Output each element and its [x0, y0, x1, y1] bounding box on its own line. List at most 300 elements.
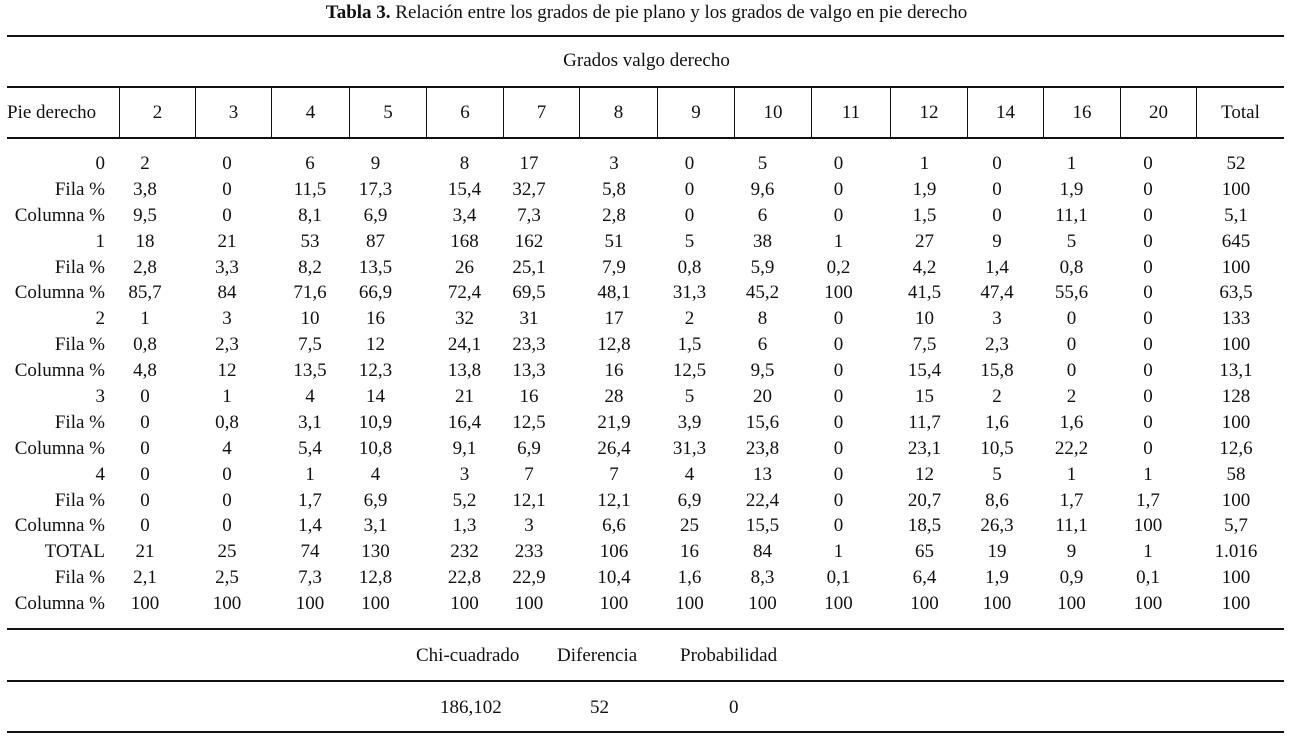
table-cell: 12,5 — [672, 360, 707, 382]
table-cell: 9,5 — [750, 360, 775, 382]
table-cell: 100 — [675, 593, 704, 615]
table-cell: 23,1 — [907, 437, 942, 459]
table-cell: 20,7 — [907, 489, 942, 511]
table-cell: 0 — [1143, 308, 1153, 330]
table-cell: 15,4 — [907, 360, 942, 382]
table-cell: 48,1 — [597, 282, 631, 304]
table-cell: 100 — [1057, 593, 1086, 615]
table-cell: 3,4 — [452, 204, 477, 226]
table-cell: 13,3 — [512, 360, 546, 382]
table-cell: 100 — [1221, 411, 1251, 433]
table-cell: 19 — [987, 541, 1007, 563]
rule-header — [7, 137, 1284, 139]
table-cell: 21 — [217, 230, 237, 252]
table-row — [7, 358, 1284, 384]
stats-header-row — [0, 643, 1293, 669]
table-cell: 100 — [1221, 334, 1251, 356]
rule-top — [7, 35, 1284, 37]
table-cell: 0,8 — [677, 256, 702, 278]
table-cell: 1 — [1066, 463, 1077, 485]
table-cell: 100 — [824, 282, 853, 304]
table-cell: 0 — [833, 489, 844, 511]
row-label: TOTAL — [44, 541, 105, 563]
row-label: 2 — [95, 308, 105, 330]
table-cell: 22,8 — [447, 567, 482, 589]
table-cell: 0,8 — [133, 334, 157, 356]
table-cell: 6,9 — [517, 437, 541, 459]
row-label: Columna % — [14, 360, 105, 382]
table-cell: 7,3 — [298, 567, 322, 589]
table-cell: 5,2 — [452, 489, 477, 511]
rule-stats — [7, 680, 1284, 682]
table-cell: 9 — [1066, 541, 1077, 563]
table-cell: 25 — [217, 541, 237, 563]
table-cell: 9,1 — [452, 437, 477, 459]
table-cell: 12,8 — [358, 567, 393, 589]
table-cell: 100 — [1221, 256, 1251, 278]
header-col: 3 — [195, 88, 271, 138]
table-cell: 3 — [524, 515, 534, 537]
table-row — [7, 591, 1284, 617]
header-row — [7, 88, 1284, 138]
table-cell: 5 — [684, 230, 695, 252]
table-cell: 6 — [757, 334, 768, 356]
header-col: 16 — [1043, 88, 1120, 138]
table-cell: 106 — [599, 541, 629, 563]
table-cell: 26,4 — [597, 437, 631, 459]
table-cell: 16 — [680, 541, 699, 563]
table-cell: 233 — [514, 541, 544, 563]
table-cell: 0 — [1066, 360, 1077, 382]
table-cell: 1 — [1143, 463, 1153, 485]
table-cell: 0,1 — [1136, 567, 1160, 589]
table-cell: 3,9 — [677, 411, 702, 433]
table-cell: 4 — [684, 463, 695, 485]
table-cell: 28 — [604, 386, 624, 408]
row-label: Columna % — [14, 204, 105, 226]
table-cell: 5,1 — [1224, 204, 1248, 226]
table-cell: 12,6 — [1219, 437, 1253, 459]
table-cell: 1,5 — [912, 204, 937, 226]
table-cell: 3,8 — [133, 178, 157, 200]
table-cell: 1 — [140, 308, 150, 330]
table-cell: 0 — [833, 153, 844, 174]
table-cell: 1,9 — [912, 178, 937, 200]
table-cell: 5 — [1066, 230, 1077, 252]
table-cell: 4 — [370, 463, 381, 485]
table-cell: 11,5 — [293, 178, 327, 200]
table-cell: 162 — [514, 230, 544, 252]
table-cell: 16 — [519, 386, 539, 408]
table-cell: 0 — [140, 515, 150, 537]
table-cell: 15,4 — [447, 178, 482, 200]
table-cell: 100 — [1221, 567, 1251, 589]
table-cell: 87 — [366, 230, 385, 252]
table-cell: 0 — [222, 204, 232, 226]
table-cell: 2,3 — [215, 334, 239, 356]
table-cell: 66,9 — [358, 282, 393, 304]
header-col: 20 — [1120, 88, 1196, 138]
table-row — [7, 177, 1284, 203]
table-cell: 0 — [833, 386, 844, 408]
table-cell: 12,8 — [597, 334, 631, 356]
table-cell: 5,7 — [1224, 515, 1248, 537]
header-pie-derecho: Pie derecho — [7, 102, 97, 123]
table-cell: 0 — [833, 178, 844, 200]
table-cell: 10 — [915, 308, 934, 330]
table-cell: 2 — [992, 386, 1002, 408]
row-label: 1 — [95, 230, 105, 252]
table-cell: 32,7 — [512, 178, 546, 200]
table-cell: 0 — [222, 515, 232, 537]
table-cell: 0 — [140, 437, 150, 459]
table-cell: 100 — [514, 593, 544, 615]
table-cell: 4,2 — [912, 256, 937, 278]
table-cell: 12,1 — [512, 489, 546, 511]
row-label: Columna % — [14, 437, 105, 459]
table-cell: 100 — [599, 593, 629, 615]
table-cell: 0 — [222, 489, 232, 511]
table-cell: 27 — [915, 230, 934, 252]
table-cell: 74 — [300, 541, 320, 563]
table-cell: 130 — [361, 541, 390, 563]
row-label: Fila % — [54, 411, 105, 433]
table-cell: 17 — [604, 308, 624, 330]
table-cell: 7 — [524, 463, 534, 485]
caption-label: Tabla 3. — [325, 2, 391, 23]
table-cell: 0 — [833, 308, 844, 330]
table-cell: 0 — [833, 334, 844, 356]
table-cell: 0 — [1066, 308, 1077, 330]
table-cell: 8,2 — [298, 256, 322, 278]
table-cell: 168 — [450, 230, 479, 252]
table-cell: 100 — [450, 593, 479, 615]
table-cell: 133 — [1221, 308, 1251, 330]
table-cell: 3 — [459, 463, 470, 485]
table-cell: 1,7 — [1059, 489, 1084, 511]
table-cell: 0 — [1143, 282, 1153, 304]
row-label: Fila % — [54, 334, 105, 356]
table-cell: 1,7 — [298, 489, 322, 511]
table-cell: 2,8 — [602, 204, 626, 226]
table-cell: 13,5 — [358, 256, 393, 278]
table-cell: 1 — [833, 541, 844, 563]
table-cell: 8,6 — [985, 489, 1009, 511]
row-label: Fila % — [54, 178, 105, 200]
table-cell: 6,9 — [363, 489, 388, 511]
table-cell: 6,4 — [912, 567, 937, 589]
table-cell: 0 — [833, 515, 844, 537]
table-cell: 41,5 — [907, 282, 942, 304]
table-cell: 17 — [519, 153, 539, 174]
stat-value-diff: 52 — [590, 697, 609, 718]
table-cell: 16,4 — [447, 411, 482, 433]
table-cell: 15,6 — [745, 411, 780, 433]
table-cell: 0 — [1143, 256, 1153, 278]
table-cell: 5,8 — [602, 178, 626, 200]
table-cell: 22,2 — [1054, 437, 1089, 459]
row-label: Columna % — [14, 593, 105, 615]
header-col: 8 — [579, 88, 657, 138]
table-row — [7, 410, 1284, 436]
table-cell: 0 — [1143, 178, 1153, 200]
header-col: 12 — [890, 88, 967, 138]
stat-value-chi: 186,102 — [440, 697, 502, 718]
table-cell: 11,1 — [1055, 204, 1088, 226]
table-cell: 21 — [455, 386, 474, 408]
row-label: 4 — [95, 463, 105, 485]
table-cell: 100 — [1133, 515, 1163, 537]
table-cell: 1,3 — [452, 515, 477, 537]
table-cell: 0 — [1143, 411, 1153, 433]
table-cell: 8,3 — [750, 567, 775, 589]
table-cell: 6,6 — [602, 515, 626, 537]
table-cell: 4 — [222, 437, 232, 459]
row-label: Columna % — [14, 282, 105, 304]
table-cell: 47,4 — [980, 282, 1014, 304]
table-cell: 84 — [753, 541, 772, 563]
table-cell: 5 — [757, 153, 768, 174]
table-cell: 12 — [366, 334, 385, 356]
table-cell: 2 — [684, 308, 695, 330]
table-cell: 0 — [1143, 386, 1153, 408]
table-cell: 1 — [222, 386, 232, 408]
table-cell: 65 — [915, 541, 934, 563]
table-cell: 100 — [295, 593, 325, 615]
table-cell: 0 — [992, 178, 1002, 200]
table-cell: 72,4 — [447, 282, 482, 304]
table-cell: 0,8 — [1059, 256, 1084, 278]
table-cell: 7,9 — [602, 256, 626, 278]
table-cell: 1,6 — [1059, 411, 1084, 433]
table-cell: 4 — [305, 386, 315, 408]
table-cell: 0 — [140, 411, 150, 433]
table-cell: 10,8 — [358, 437, 393, 459]
table-cell: 12,5 — [512, 411, 546, 433]
table-cell: 7,3 — [517, 204, 541, 226]
table-cell: 6,9 — [363, 204, 388, 226]
table-cell: 100 — [748, 593, 777, 615]
table-cell: 2,5 — [215, 567, 239, 589]
table-cell: 5 — [992, 463, 1002, 485]
header-col: 7 — [503, 88, 579, 138]
table-cell: 17,3 — [358, 178, 393, 200]
table-row — [7, 151, 1284, 177]
table-cell: 2 — [140, 153, 150, 174]
table-cell: 22,9 — [512, 567, 546, 589]
stat-header-prob: Probabilidad — [680, 645, 778, 666]
table-cell: 7 — [609, 463, 619, 485]
table-cell: 8 — [459, 153, 470, 174]
table-cell: 3 — [992, 308, 1002, 330]
table-cell: 2,8 — [133, 256, 157, 278]
header-col: 10 — [734, 88, 811, 138]
table-cell: 0 — [833, 437, 844, 459]
table-cell: 53 — [300, 230, 320, 252]
table-cell: 1 — [1066, 153, 1077, 174]
stat-header-diff: Diferencia — [557, 645, 638, 666]
table-cell: 0 — [222, 463, 232, 485]
table-cell: 0 — [684, 204, 695, 226]
table-cell: 10,5 — [980, 437, 1014, 459]
header-col: 9 — [657, 88, 734, 138]
table-caption — [0, 2, 1293, 24]
table-cell: 12,3 — [358, 360, 393, 382]
table-row — [7, 280, 1284, 306]
table-cell: 26,3 — [980, 515, 1014, 537]
group-title: Grados valgo derecho — [563, 50, 730, 71]
table-cell: 14 — [366, 386, 385, 408]
table-row — [7, 306, 1284, 332]
table-cell: 8,1 — [298, 204, 322, 226]
table-cell: 5 — [684, 386, 695, 408]
table-cell: 100 — [361, 593, 390, 615]
table-cell: 23,3 — [512, 334, 546, 356]
table-cell: 13,8 — [447, 360, 482, 382]
table-cell: 3,1 — [363, 515, 388, 537]
table-cell: 31,3 — [672, 437, 707, 459]
table-cell: 100 — [982, 593, 1012, 615]
table-row — [7, 436, 1284, 462]
table-cell: 9 — [370, 153, 381, 174]
table-cell: 11,1 — [1055, 515, 1088, 537]
header-col: 14 — [967, 88, 1043, 138]
table-row — [7, 488, 1284, 514]
table-cell: 9 — [992, 230, 1002, 252]
table-cell: 11,7 — [908, 411, 941, 433]
row-label: 0 — [95, 153, 105, 174]
table-cell: 15,5 — [745, 515, 780, 537]
table-cell: 100 — [130, 593, 160, 615]
table-cell: 24,1 — [447, 334, 482, 356]
table-cell: 0 — [684, 178, 695, 200]
table-row — [7, 332, 1284, 358]
table-cell: 55,6 — [1054, 282, 1089, 304]
table-cell: 0 — [1066, 334, 1077, 356]
table-body — [7, 151, 1284, 617]
table-cell: 0 — [833, 463, 844, 485]
table-cell: 16 — [366, 308, 385, 330]
table-cell: 20 — [753, 386, 772, 408]
row-label: Columna % — [14, 515, 105, 537]
table-cell: 0 — [1143, 230, 1153, 252]
table-row — [7, 203, 1284, 229]
header-col: 4 — [271, 88, 349, 138]
table-cell: 12 — [915, 463, 934, 485]
table-cell: 0 — [140, 489, 150, 511]
table-cell: 3 — [609, 153, 619, 174]
table-cell: 1 — [833, 230, 844, 252]
table-cell: 100 — [1221, 489, 1251, 511]
table-cell: 0 — [222, 178, 232, 200]
header-col: Total — [1196, 88, 1284, 138]
header-col: 11 — [811, 88, 890, 138]
table-cell: 100 — [212, 593, 242, 615]
rule-bottom — [7, 628, 1284, 630]
table-cell: 63,5 — [1219, 282, 1253, 304]
table-cell: 100 — [1221, 178, 1251, 200]
table-cell: 69,5 — [512, 282, 546, 304]
table-cell: 1,4 — [298, 515, 322, 537]
table-row — [7, 565, 1284, 591]
table-cell: 3 — [222, 308, 232, 330]
table-cell: 0,8 — [215, 411, 239, 433]
table-cell: 0 — [1143, 437, 1153, 459]
rule-end — [7, 731, 1284, 733]
table-cell: 1,5 — [677, 334, 702, 356]
table-cell: 0 — [1143, 334, 1153, 356]
table-cell: 21 — [135, 541, 155, 563]
table-cell: 71,6 — [293, 282, 327, 304]
table-cell: 645 — [1221, 230, 1251, 252]
table-cell: 9,6 — [750, 178, 775, 200]
table-cell: 32 — [455, 308, 474, 330]
stats-value-row — [0, 695, 1293, 721]
table-row — [7, 513, 1284, 539]
table-cell: 0 — [140, 386, 150, 408]
table-cell: 25 — [680, 515, 699, 537]
table-cell: 10,9 — [358, 411, 393, 433]
header-col: 2 — [119, 88, 195, 138]
table-cell: 7,5 — [912, 334, 937, 356]
table-cell: 1,9 — [1059, 178, 1084, 200]
table-cell: 0,1 — [826, 567, 851, 589]
table-row — [7, 255, 1284, 281]
table-cell: 0 — [1143, 153, 1153, 174]
table-row — [7, 384, 1284, 410]
table-cell: 23,8 — [745, 437, 780, 459]
table-cell: 1 — [919, 153, 930, 174]
table-cell: 15,8 — [980, 360, 1014, 382]
table-cell: 10,4 — [597, 567, 631, 589]
table-cell: 100 — [910, 593, 939, 615]
table-cell: 7,5 — [298, 334, 322, 356]
table-cell: 13,5 — [293, 360, 327, 382]
table-cell: 1.016 — [1214, 541, 1258, 563]
table-cell: 51 — [604, 230, 624, 252]
table-cell: 0,9 — [1059, 567, 1084, 589]
table-row — [7, 539, 1284, 565]
table-cell: 100 — [1221, 593, 1251, 615]
table-cell: 100 — [824, 593, 853, 615]
table-cell: 6,9 — [677, 489, 702, 511]
table-cell: 0 — [992, 153, 1002, 174]
table-cell: 26 — [455, 256, 474, 278]
row-label: Fila % — [54, 256, 105, 278]
table-cell: 10 — [300, 308, 320, 330]
table-cell: 21,9 — [597, 411, 631, 433]
table-cell: 9,5 — [133, 204, 157, 226]
row-label: 3 — [95, 386, 105, 408]
table-cell: 1 — [305, 463, 315, 485]
table-cell: 1,7 — [1136, 489, 1160, 511]
table-cell: 5,4 — [298, 437, 322, 459]
table-cell: 0 — [1143, 360, 1153, 382]
table-cell: 5,9 — [750, 256, 775, 278]
table-cell: 0 — [833, 204, 844, 226]
table-cell: 15 — [915, 386, 934, 408]
table-cell: 31 — [519, 308, 539, 330]
table-cell: 84 — [217, 282, 237, 304]
table-cell: 8 — [757, 308, 768, 330]
table-cell: 18 — [135, 230, 155, 252]
table-cell: 2,1 — [133, 567, 157, 589]
table-cell: 45,2 — [745, 282, 780, 304]
stat-value-prob: 0 — [729, 697, 739, 718]
table-cell: 1,6 — [985, 411, 1009, 433]
table-cell: 1,6 — [677, 567, 702, 589]
row-label: Fila % — [54, 567, 105, 589]
